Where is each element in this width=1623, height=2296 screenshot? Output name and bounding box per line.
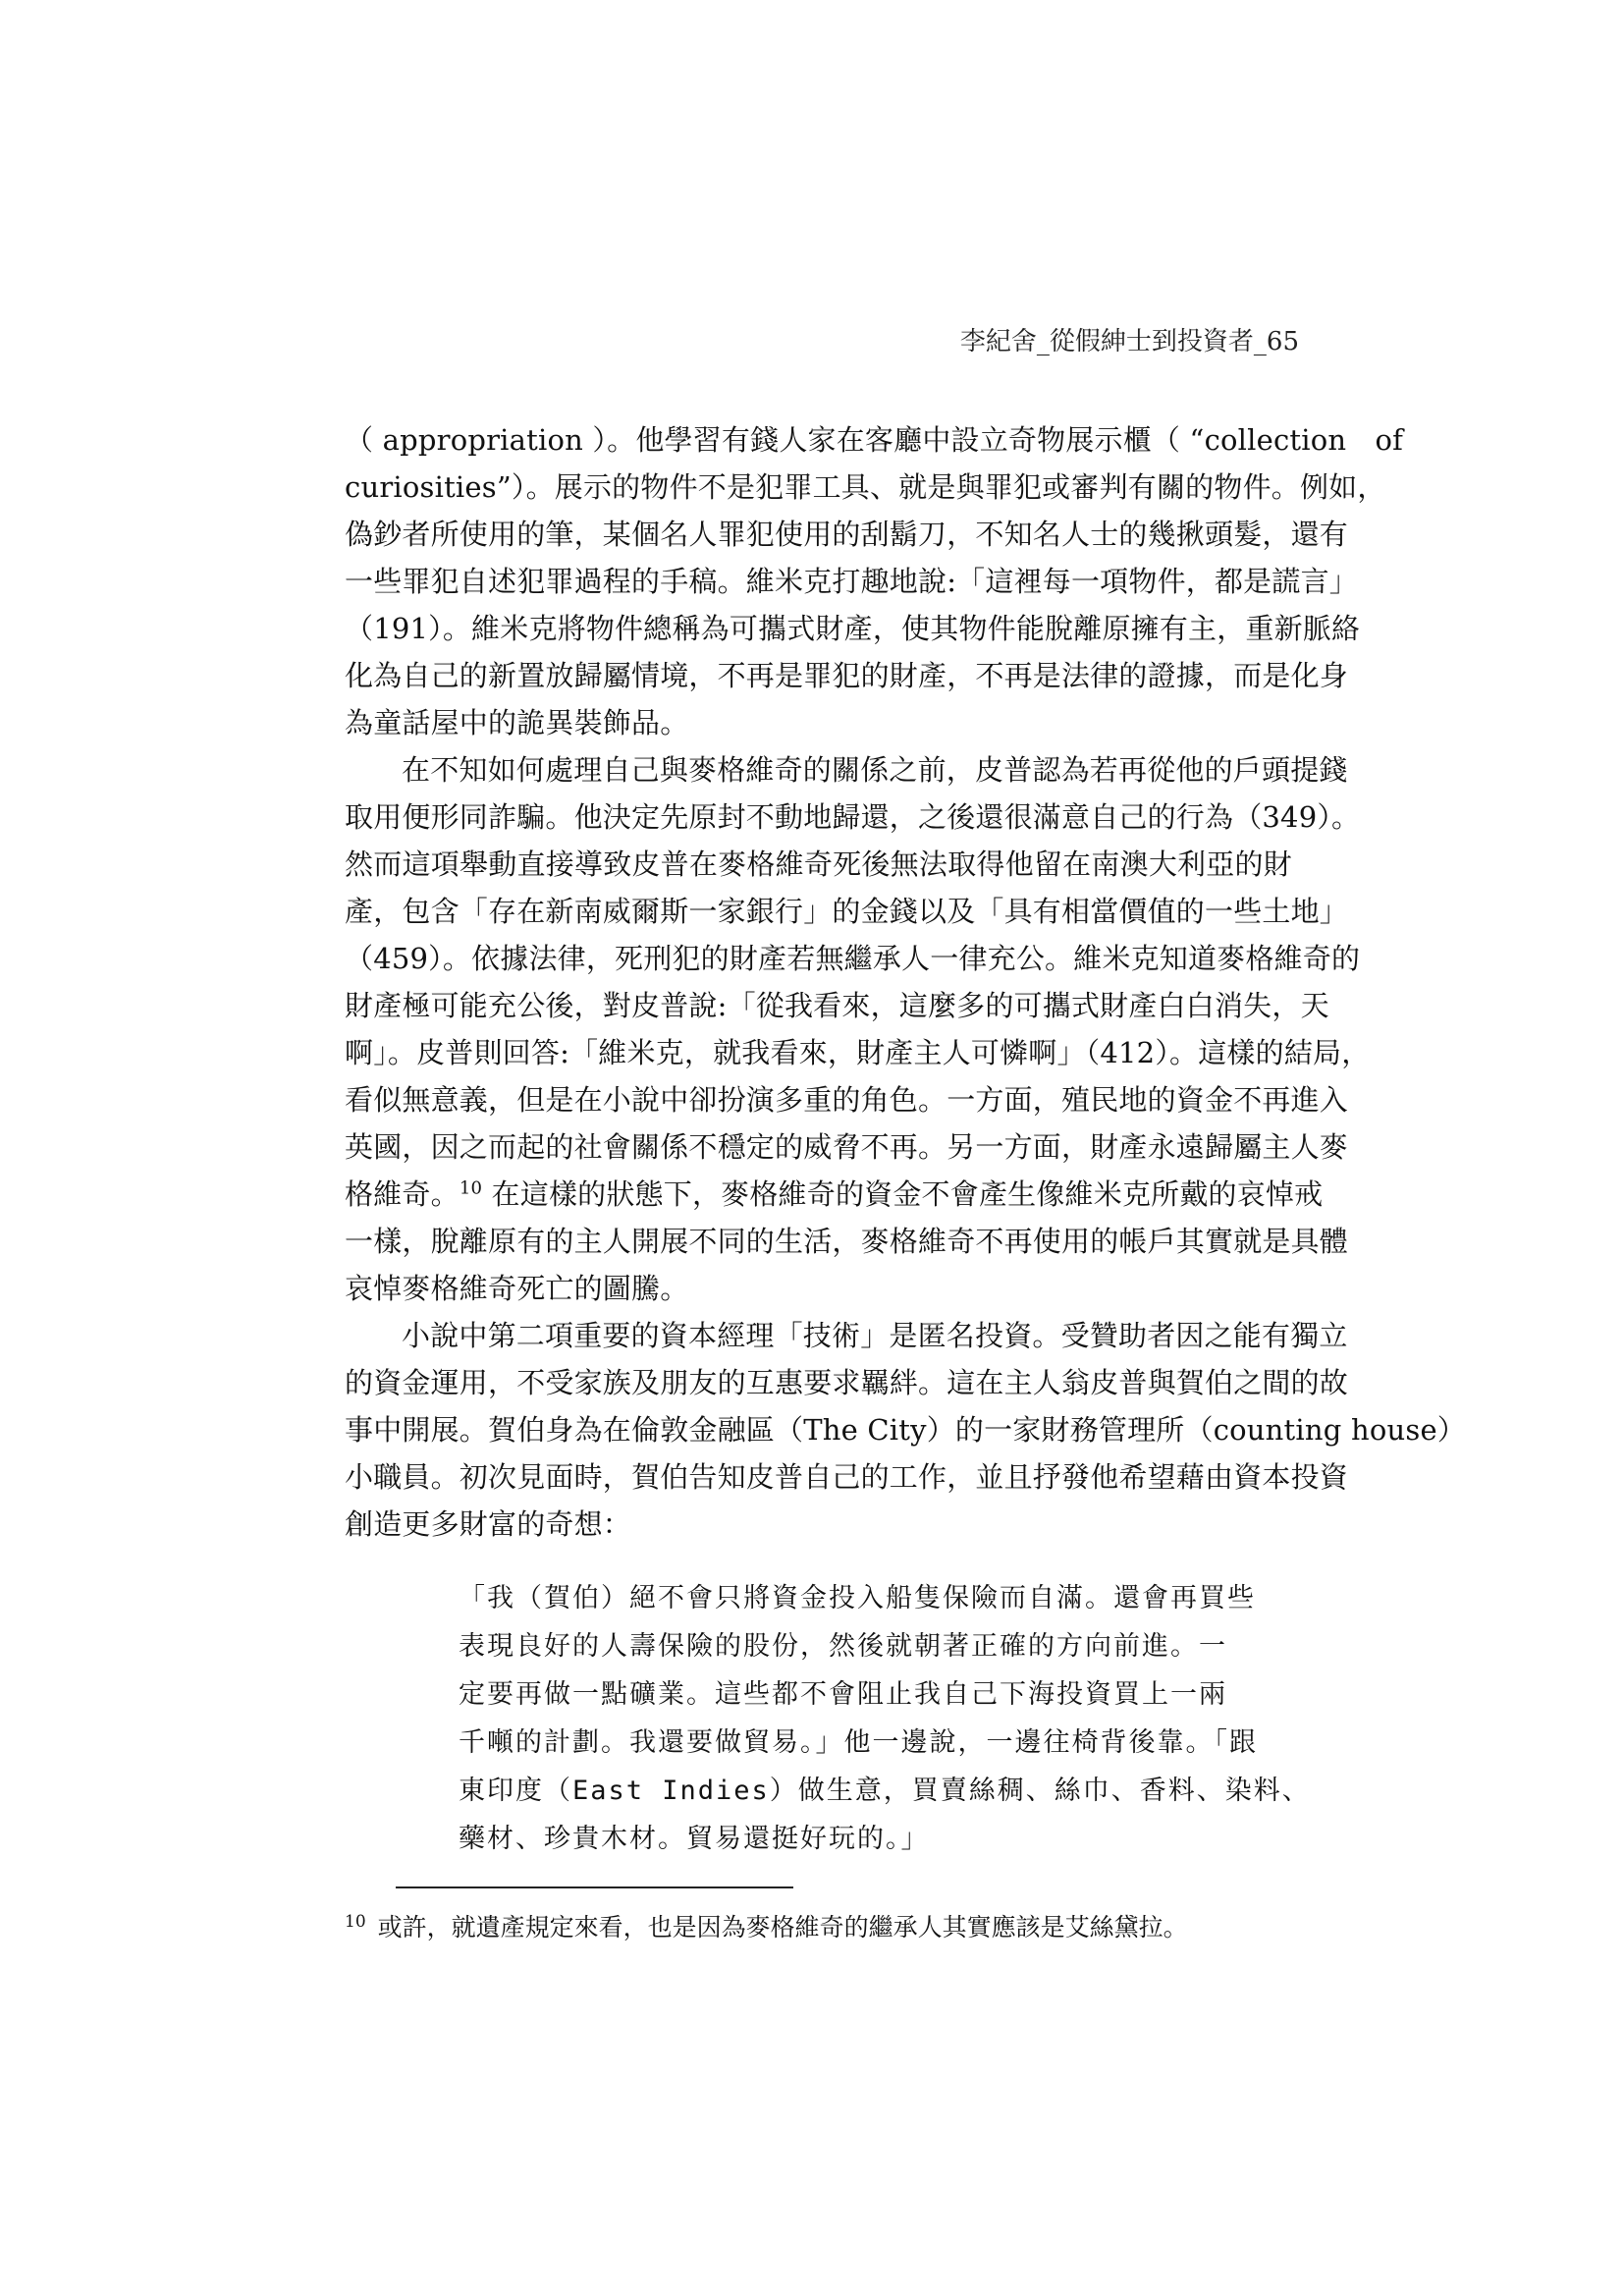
paragraph-line: 一樣，脫離原有的主人開展不同的生活，麥格維奇不再使用的帳戶其實就是具體: [345, 1225, 1349, 1258]
footnote-reference[interactable]: 10: [459, 1177, 483, 1199]
paragraph-line: 偽鈔者所使用的筆，某個名人罪犯使用的刮鬍刀，不知名人士的幾揪頭髮，還有: [345, 518, 1349, 551]
paragraph-line: 看似無意義，但是在小說中卻扮演多重的角色。一方面，殖民地的資金不再進入: [345, 1083, 1349, 1117]
paragraph-line: （191）。維米克將物件總稱為可攜式財產，使其物件能脫離原擁有主，重新脈絡: [345, 612, 1361, 645]
line-text: 在這樣的狀態下，麥格維奇的資金不會產生像維米克所戴的哀悼戒: [482, 1177, 1324, 1211]
paragraph-line: 的資金運用，不受家族及朋友的互惠要求羈絆。這在主人翁皮普與賀伯之間的故: [345, 1366, 1349, 1399]
paragraph-line: curiosities”）。展示的物件不是犯罪工具、就是與罪犯或審判有關的物件。例如，: [345, 470, 1386, 504]
quote-line: 千噸的計劃。我還要做貿易。」他一邊說，一邊往椅背後靠。「跟: [459, 1727, 1258, 1758]
paragraph-line: 英國，因之而起的社會關係不穩定的威脅不再。另一方面，財產永遠歸屬主人麥: [345, 1130, 1349, 1164]
paragraph-line: 取用便形同詐騙。他決定先原封不動地歸還，之後還很滿意自己的行為（349）。: [345, 800, 1361, 834]
footnote-divider: [396, 1886, 793, 1888]
quote-line: 定要再做一點礦業。這些都不會阻止我自己下海投資買上一兩: [459, 1679, 1227, 1710]
paragraph-line: 在不知如何處理自己與麥格維奇的關係之前，皮普認為若再從他的戶頭提錢: [402, 753, 1348, 787]
paragraph-line: 小職員。初次見面時，賀伯告知皮普自己的工作，並且抒發他希望藉由資本投資: [345, 1460, 1349, 1494]
body-text: [345, 416, 1467, 1548]
quote-line: 「我（賀伯）絕不會只將資金投入船隻保險而自滿。還會再買些: [459, 1583, 1256, 1613]
paragraph-line-with-footnote: [345, 1171, 1324, 1218]
paragraph-line: 為童話屋中的詭異裝飾品。: [345, 706, 689, 739]
paragraph-line: 事中開展。賀伯身為在倫敦金融區（The City）的一家財務管理所（counting house）: [345, 1413, 1467, 1447]
footnote: [345, 1910, 1292, 1945]
block-quote: [459, 1574, 1311, 1863]
paragraph-line: 小說中第二項重要的資本經理「技術」是匿名投資。受贊助者因之能有獨立: [402, 1319, 1348, 1352]
line-text: 格維奇。: [345, 1177, 460, 1211]
paragraph-line: （459）。依據法律，死刑犯的財產若無繼承人一律充公。維米克知道麥格維奇的: [345, 942, 1361, 975]
paragraph-line: 化為自己的新置放歸屬情境，不再是罪犯的財產，不再是法律的證據，而是化身: [345, 659, 1349, 692]
paragraph-line: 產，包含「存在新南威爾斯一家銀行」的金錢以及「具有相當價值的一些土地」: [345, 895, 1349, 928]
paragraph-line: 一些罪犯自述犯罪過程的手稿。維米克打趣地說:「這裡每一項物件，都是謊言」: [345, 565, 1358, 598]
paragraph-line: 財產極可能充公後，對皮普說:「從我看來，這麼多的可攜式財產白白消失，天: [345, 989, 1329, 1022]
running-head: 李紀舍_從假紳士到投資者_65: [959, 327, 1299, 356]
quote-line: 藥材、珍貴木材。貿易還挺好玩的。」: [459, 1824, 930, 1854]
paragraph-line: 然而這項舉動直接導致皮普在麥格維奇死後無法取得他留在南澳大利亞的財: [345, 847, 1292, 881]
paragraph-line: 啊」。皮普則回答:「維米克，就我看來，財產主人可憐啊」（412）。這樣的結局，: [345, 1036, 1371, 1069]
quote-line: 表現良好的人壽保險的股份，然後就朝著正確的方向前進。一: [459, 1631, 1227, 1662]
paragraph-line: 哀悼麥格維奇死亡的圖騰。: [345, 1272, 689, 1305]
footnote-number: 10: [345, 1911, 366, 1932]
paragraph-line: （ appropriation ）。他學習有錢人家在客廳中設立奇物展示櫃（ “collection of: [345, 423, 1404, 457]
paragraph-line: 創造更多財富的奇想：: [345, 1507, 632, 1541]
quote-line: 東印度（East Indies）做生意，買賣絲稠、絲巾、香料、染料、: [459, 1776, 1311, 1806]
footnote-text: 或許，就遺產規定來看，也是因為麥格維奇的繼承人其實應該是艾絲黛拉。: [377, 1913, 1188, 1941]
